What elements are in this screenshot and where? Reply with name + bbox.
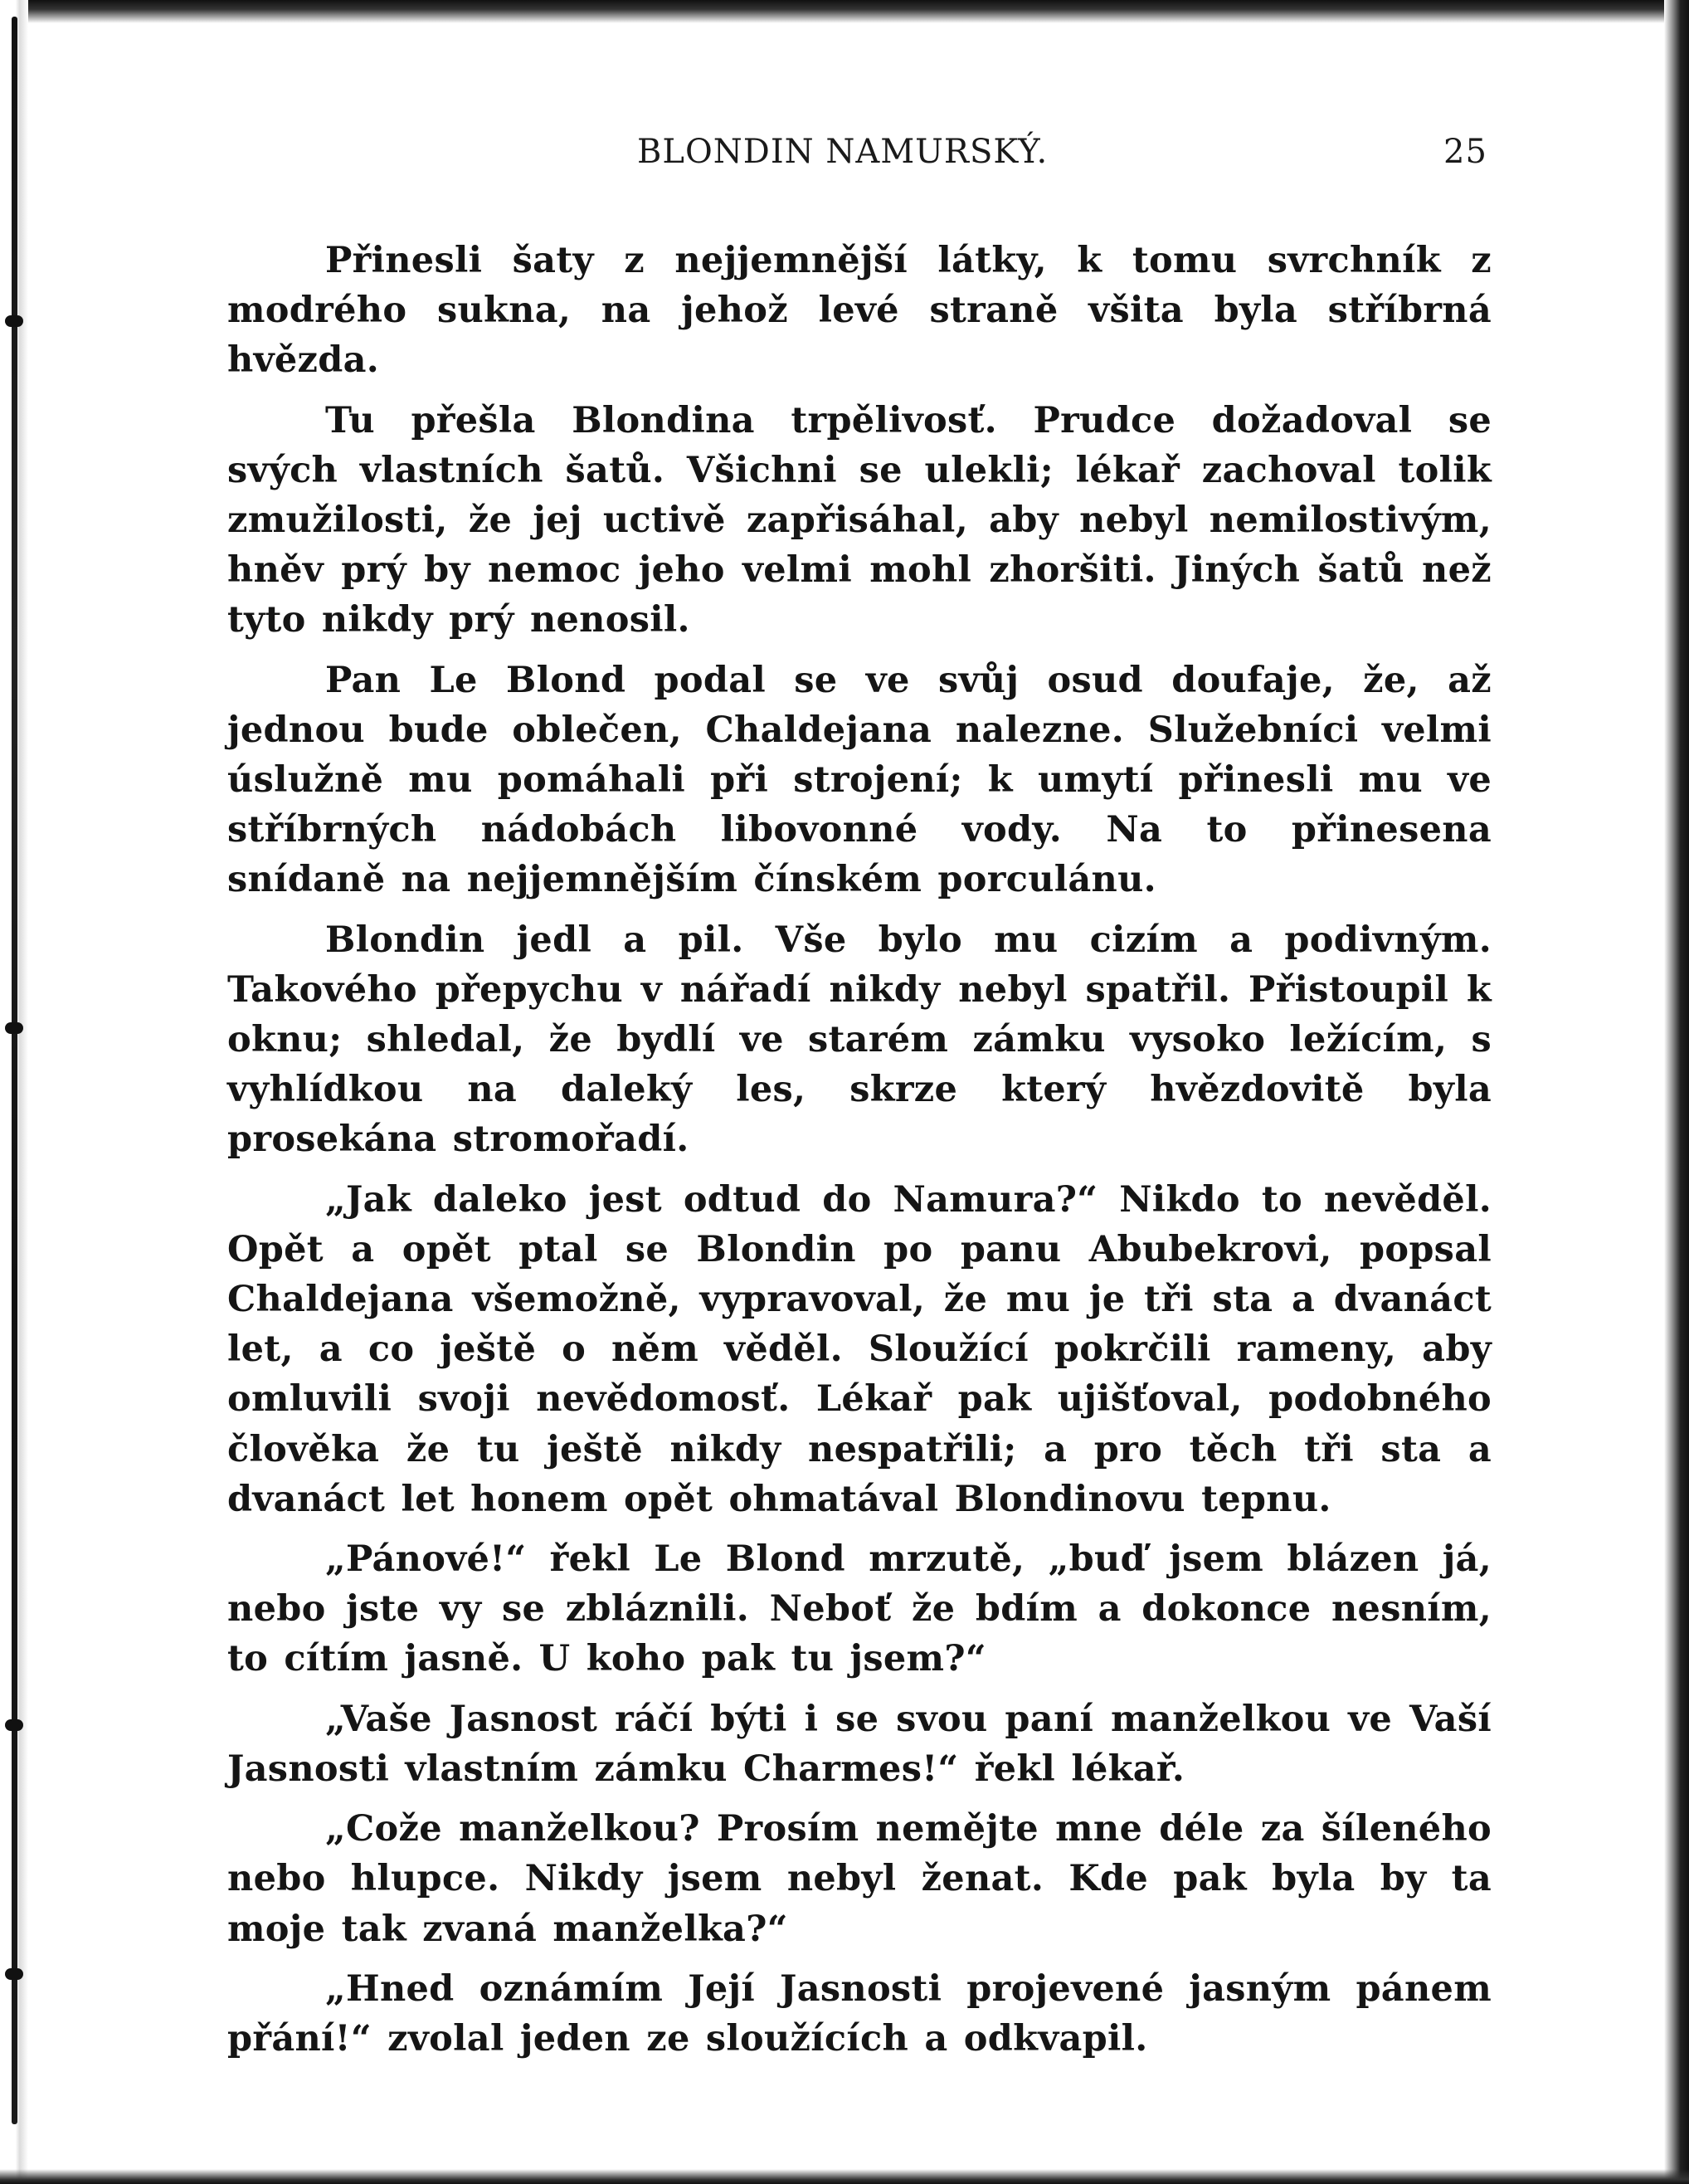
left-binding-margin <box>0 0 28 2184</box>
paragraph: „Pánové!“ řekl Le Blond mrzutě, „buď jsem blázen já, nebo jste vy se zbláznili. Neboť že bdím a dokonce nesním, to cítím jasně. U koho pak tu jsem?“ <box>227 1538 1492 1680</box>
running-title: BLONDIN NAMURSKÝ. <box>637 133 1049 171</box>
binding-stitch <box>5 1022 23 1034</box>
page-number: 25 <box>1443 133 1487 171</box>
running-header <box>0 133 1689 183</box>
paragraph: „Hned oznámím Její Jasnosti projevené jasným pánem přání!“ zvolal jeden ze sloužících a odkvapil. <box>227 1967 1492 2060</box>
paragraph: Pan Le Blond podal se ve svůj osud doufaje, že, až jednou bude oblečen, Chaldejana nalezne. Služebníci velmi úslužně mu pomáhali při strojení; k umytí přinesli mu ve stříbrných nádobách libovonné vody. Na to přinesena snídaně na nejjemnějším čínském porculánu. <box>227 659 1492 901</box>
paragraph: „Cože manželkou? Prosím nemějte mne déle za šíleného nebo hlupce. Nikdy jsem nebyl ženat. Kde pak byla by ta moje tak zvaná manželka?“ <box>227 1808 1492 1950</box>
binding-thread <box>12 17 17 2124</box>
body-text <box>227 236 1492 2074</box>
paragraph: Tu přešla Blondina trpělivosť. Prudce dožadoval se svých vlastních šatů. Všichni se ulekli; lékař zachoval tolik zmužilosti, že jej uctivě zapřisáhal, aby nebyl nemilostivým, hněv prý by nemoc jeho velmi mohl zhoršiti. Jiných šatů než tyto nikdy prý nenosil. <box>227 399 1492 641</box>
bottom-page-edge <box>0 2169 1689 2184</box>
binding-stitch <box>5 1968 23 1980</box>
binding-stitch <box>5 315 23 327</box>
paragraph: „Vaše Jasnost ráčí býti i se svou paní manželkou ve Vaší Jasnosti vlastním zámku Charmes!“ řekl lékař. <box>227 1698 1492 1790</box>
paragraph: Přinesli šaty z nejjemnější látky, k tomu svrchník z modrého sukna, na jehož levé straně všita byla stříbrná hvězda. <box>227 240 1492 382</box>
right-page-edge <box>1664 0 1689 2184</box>
paragraph: „Jak daleko jest odtud do Namura?“ Nikdo to nevěděl. Opět a opět ptal se Blondin po panu Abubekrovi, popsal Chaldejana všemožně, vypravoval, že mu je tři sta a dvanáct let, a co ještě o něm věděl. Sloužící pokrčili rameny, aby omluvili svoji nevědomosť. Lékař pak ujišťoval, podobného člověka že tu ještě nikdy nespatřili; a pro těch tři sta a dvanáct let honem opět ohmatával Blondinovu tepnu. <box>227 1178 1492 1520</box>
top-scan-shadow <box>0 0 1689 23</box>
binding-stitch <box>5 1719 23 1731</box>
paragraph: Blondin jedl a pil. Vše bylo mu cizím a podivným. Takového přepychu v nářadí nikdy nebyl spatřil. Přistoupil k oknu; shledal, že bydlí ve starém zámku vysoko ležícím, s vyhlídkou na daleký les, skrze který hvězdovitě byla prosekána stromořadí. <box>227 919 1492 1161</box>
